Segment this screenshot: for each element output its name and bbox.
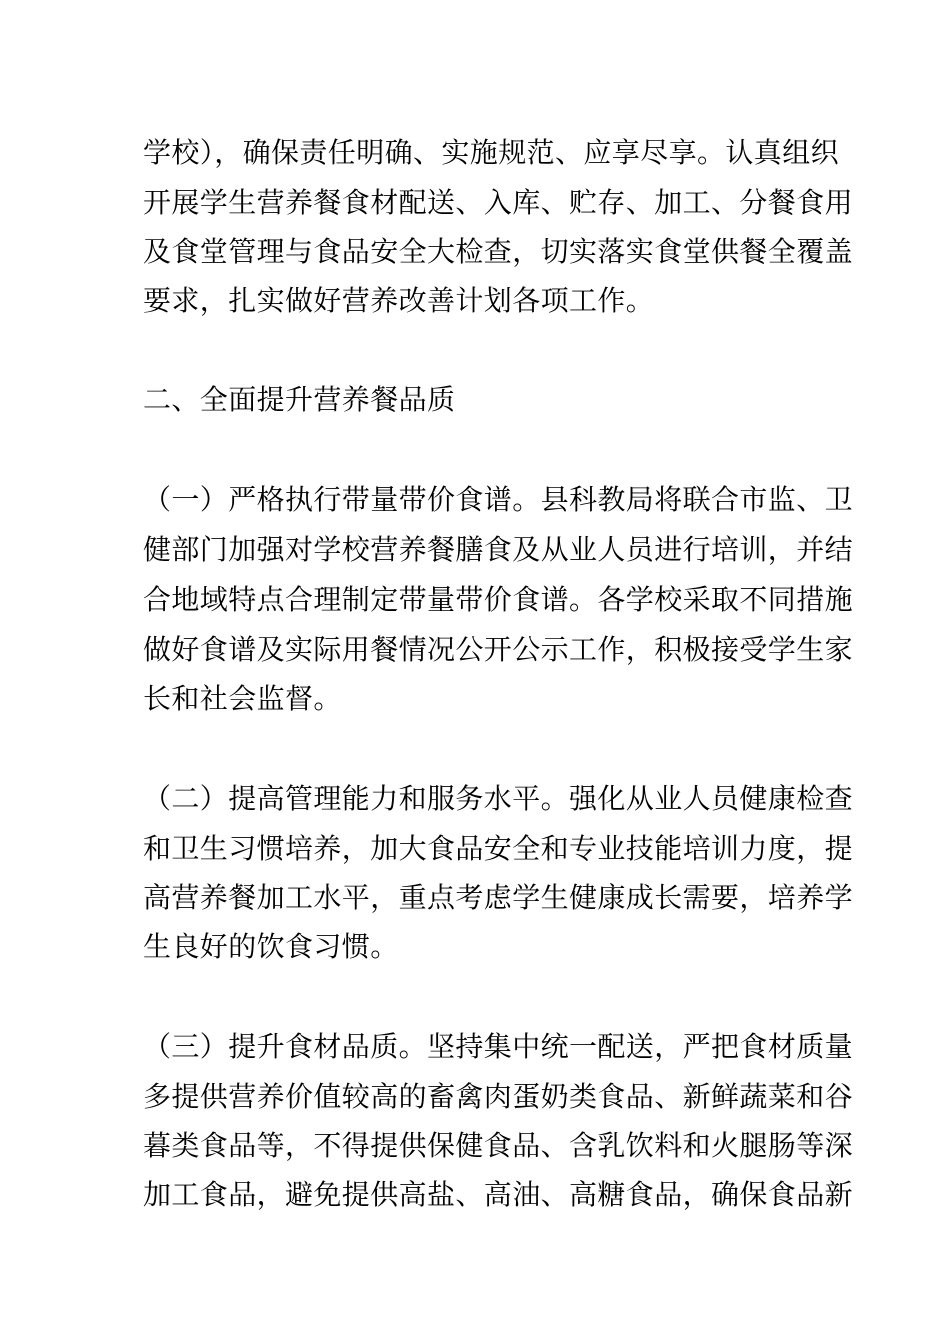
paragraph-1-line-4: 要求，扎实做好营养改善计划各项工作。 xyxy=(143,284,655,317)
paragraph-4-line-2: 多提供营养价值较高的畜禽肉蛋奶类食品、新鲜蔬菜和谷 xyxy=(143,1080,854,1113)
paragraph-4-line-1: （三）提升食材品质。坚持集中统一配送，严把食材质量 xyxy=(143,1030,854,1063)
paragraph-3-line-4: 生良好的饮食习惯。 xyxy=(143,930,399,963)
paragraph-1-line-3: 及食堂管理与食品安全大检查，切实落实食堂供餐全覆盖 xyxy=(143,235,854,268)
paragraph-2-line-3: 合地域特点合理制定带量带价食谱。各学校采取不同措施 xyxy=(143,583,854,616)
paragraph-4-line-4: 加工食品，避免提供高盐、高油、高糖食品，确保食品新 xyxy=(143,1178,854,1211)
paragraph-1-line-1: 学校），确保责任明确、实施规范、应享尽享。认真组织 xyxy=(143,136,840,169)
paragraph-3-line-3: 高营养餐加工水平，重点考虑学生健康成长需要，培养学 xyxy=(143,881,854,914)
paragraph-2-line-5: 长和社会监督。 xyxy=(143,682,342,715)
paragraph-2-line-1: （一）严格执行带量带价食谱。县科教局将联合市监、卫 xyxy=(143,483,854,516)
paragraph-1-line-2: 开展学生营养餐食材配送、入库、贮存、加工、分餐食用 xyxy=(143,186,854,219)
paragraph-4-line-3: 暮类食品等，不得提供保健食品、含乳饮料和火腿肠等深 xyxy=(143,1129,854,1162)
paragraph-3-line-2: 和卫生习惯培养，加大食品安全和专业技能培训力度，提 xyxy=(143,832,854,865)
paragraph-2-line-2: 健部门加强对学校营养餐膳食及从业人员进行培训，并结 xyxy=(143,533,854,566)
paragraph-3-line-1: （二）提高管理能力和服务水平。强化从业人员健康检查 xyxy=(143,782,854,815)
paragraph-2-line-4: 做好食谱及实际用餐情况公开公示工作，积极接受学生家 xyxy=(143,633,854,666)
section-heading: 二、全面提升营养餐品质 xyxy=(143,383,456,416)
